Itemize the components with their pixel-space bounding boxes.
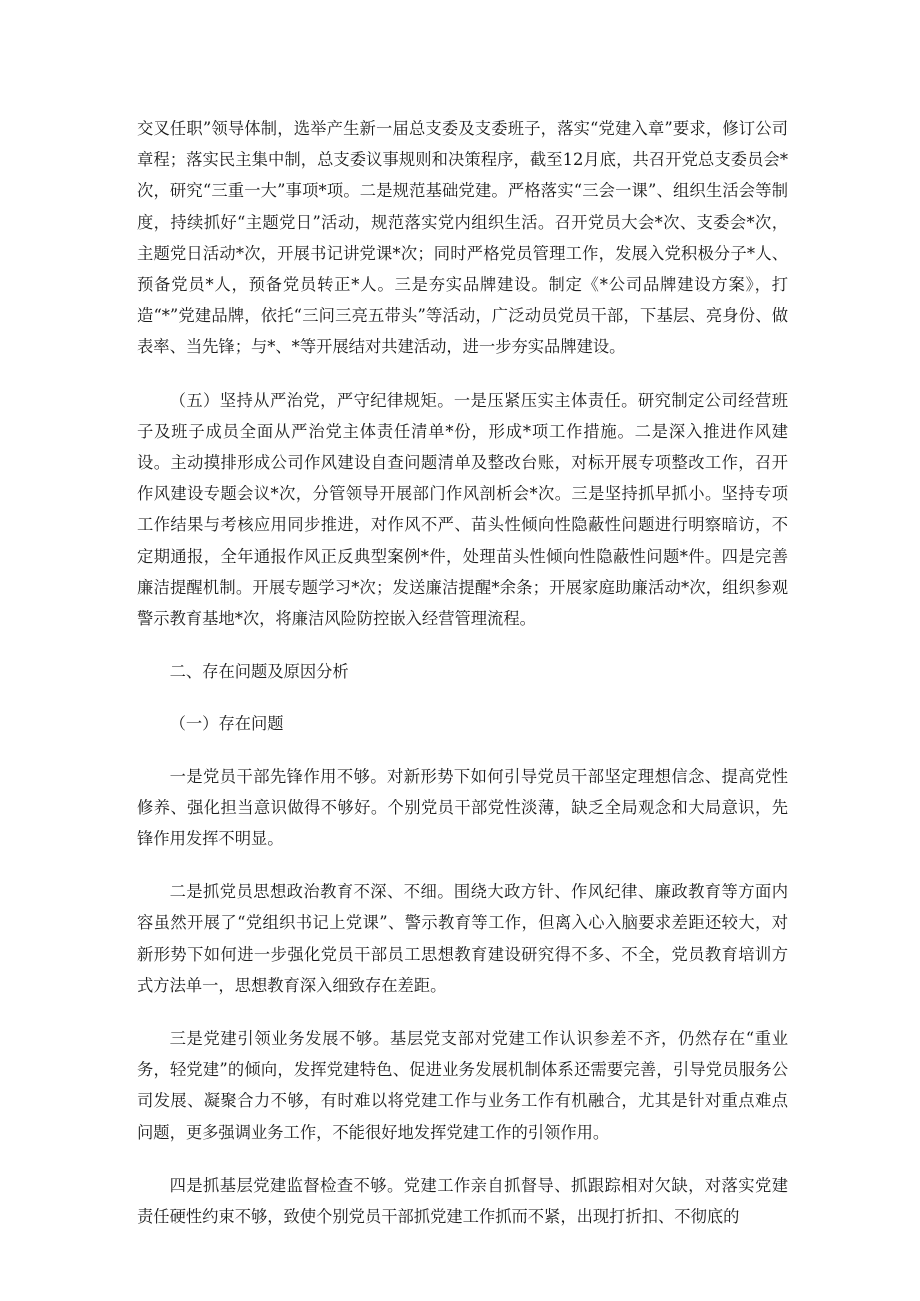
paragraph-section-five: （五）坚持从严治党，严守纪律规矩。一是压紧压实主体责任。研究制定公司经营班子及班子成员全面从严治党主体责任清单*份，形成*项工作措施。二是深入推进作风建设。主动摸排形成公司作风建设自查问题清单及整改台账，对标开展专项整改工作，召开作风建设专题会议*次，分管领导开展部门作风剖析会*次。三是坚持抓早抓小。坚持专项工作结果与考核应用同步推进，对作风不严、苗头性倾向性隐蔽性问题进行明察暗访，不定期通报，全年通报作风正反典型案例*件，处理苗头性倾向性隐蔽性问题*件。四是完善廉洁提醒机制。开展专题学习*次；发送廉洁提醒*余条；开展家庭助廉活动*次，组织参观警示教育基地*次，将廉洁风险防控嵌入经营管理流程。	[137, 390, 788, 629]
document-body	[137, 113, 788, 1232]
paragraph-problem-four: 四是抓基层党建监督检查不够。党建工作亲自抓督导、抓跟踪相对欠缺，对落实党建责任硬性约束不够，致使个别党员干部抓党建工作抓而不紧，出现打折扣、不彻底的	[137, 1175, 788, 1227]
subheading-existing-problems: （一）存在问题	[169, 714, 284, 734]
paragraph-continuation: 交叉任职”领导体制，选举产生新一届总支委及支委班子，落实“党建入章”要求，修订公司章程；落实民主集中制，总支委议事规则和决策程序，截至12月底，共召开党总支委员会*次，研究“三重一大”事项*项。二是规范基础党建。严格落实“三会一课”、组织生活会等制度，持续抓好“主题党日”活动，规范落实党内组织生活。召开党员大会*次、支委会*次，主题党日活动*次，开展书记讲党课*次；同时严格党员管理工作，发展入党积极分子*人、预备党员*人，预备党员转正*人。三是夯实品牌建设。制定《*公司品牌建设方案》，打造“*”党建品牌，依托“三问三亮五带头”等活动，广泛动员党员干部，下基层、亮身份、做表率、当先锋；与*、*等开展结对共建活动，进一步夯实品牌建设。	[137, 119, 788, 357]
paragraph-problem-one: 一是党员干部先锋作用不够。对新形势下如何引导党员干部坚定理想信念、提高党性修养、强化担当意识做得不够好。个别党员干部党性淡薄，缺乏全局观念和大局意识，先锋作用发挥不明显。	[137, 766, 788, 849]
paragraph-problem-three: 三是党建引领业务发展不够。基层党支部对党建工作认识参差不齐，仍然存在“重业务，轻党建”的倾向，发挥党建特色、促进业务发展机制体系还需要完善，引导党员服务公司发展、凝聚合力不够，有时难以将党建工作与业务工作有机融合，尤其是针对重点难点问题，更多强调业务工作，不能很好地发挥党建工作的引领作用。	[137, 1029, 788, 1142]
paragraph-problem-two: 二是抓党员思想政治教育不深、不细。围绕大政方针、作风纪律、廉政教育等方面内容虽然开展了“党组织书记上党课”、警示教育等工作，但离入心入脑要求差距还较大，对新形势下如何进一步强化党员干部员工思想教育建设研究得不多、不全，党员教育培训方式方法单一，思想教育深入细致存在差距。	[137, 882, 788, 995]
heading-problems-analysis: 二、存在问题及原因分析	[169, 662, 349, 682]
